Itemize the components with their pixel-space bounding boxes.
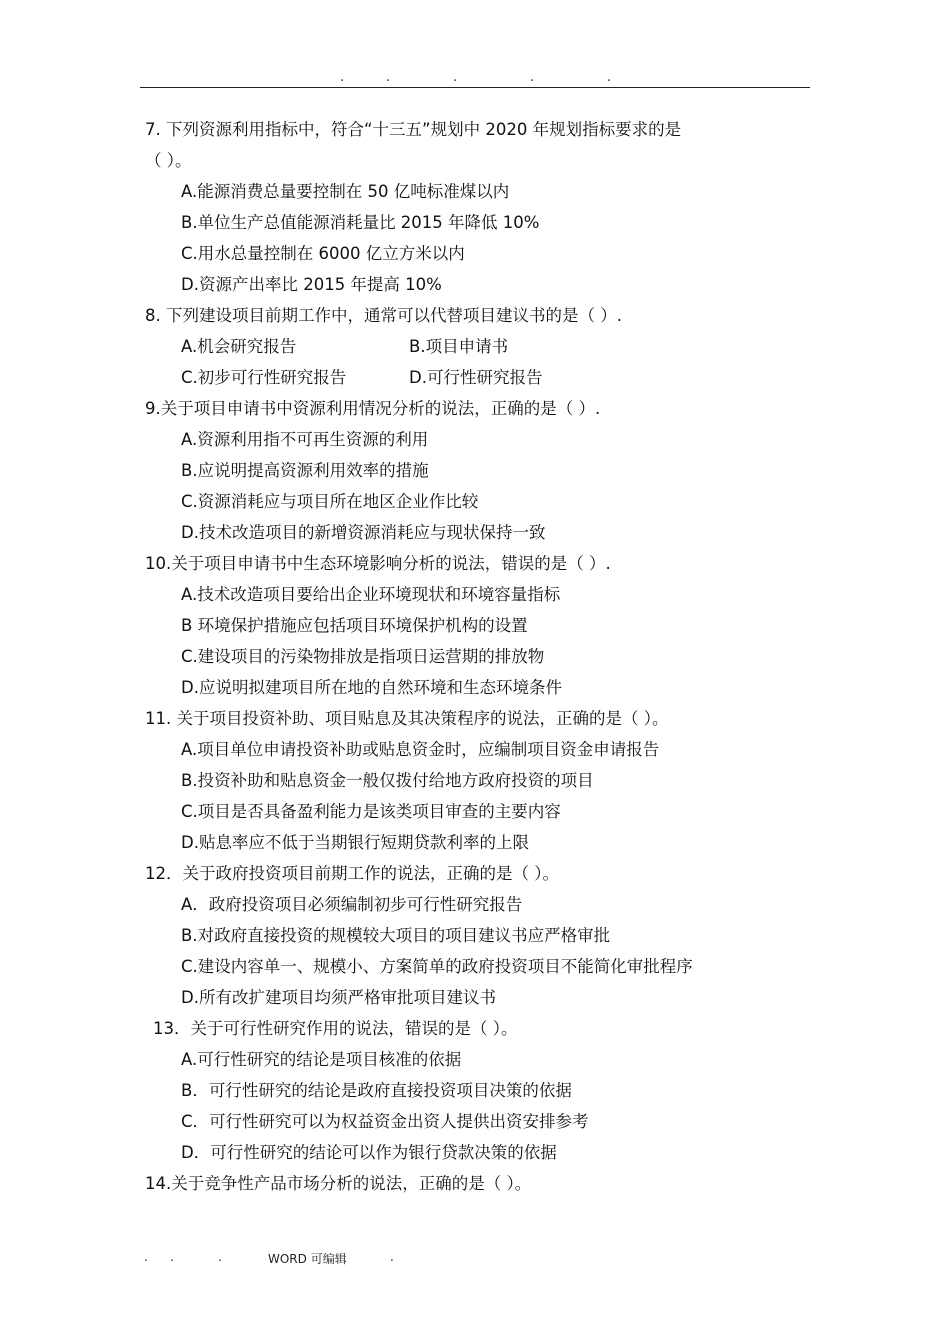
question-9-text: 9.关于项目申请书中资源利用情况分析的说法，正确的是（ ）. (145, 399, 601, 418)
question-7-text: 7. 下列资源利用指标中，符合“十三五”规划中 2020 年规划指标要求的是 (145, 120, 682, 139)
header-dot: . (607, 70, 612, 85)
question-14-text: 14.关于竞争性产品市场分析的说法，正确的是（ ）。 (145, 1174, 532, 1193)
question-10-option-c: C.建设项目的污染物排放是指项日运营期的排放物 (181, 647, 545, 666)
question-13-option-b: B．可行性研究的结论是政府直接投资项目决策的依据 (181, 1081, 572, 1100)
question-13-option-c: C．可行性研究可以为权益资金出资人提供出资安排参考 (181, 1112, 589, 1131)
question-13-text: 13．关于可行性研究作用的说法，错误的是（ ）。 (153, 1019, 518, 1038)
question-9-option-a: A.资源利用指不可再生资源的利用 (181, 430, 429, 449)
question-8-options-row-2 (145, 362, 805, 393)
question-7-option-b: B.单位生产总值能源消耗量比 2015 年降低 10% (181, 213, 540, 232)
question-10-option-a: A.技术改造项目要给出企业环境现状和环境容量指标 (181, 585, 561, 604)
question-11-option-a: A.项目单位申请投资补助或贴息资金时，应编制项目资金申请报告 (181, 740, 660, 759)
question-8-option-d: D.可行性研究报告 (409, 368, 543, 387)
question-10-option-b: B 环境保护措施应包括项目环境保护机构的设置 (181, 616, 528, 635)
question-11-option-c: C.项目是否具备盈利能力是该类项目审查的主要内容 (181, 802, 561, 821)
question-11-text: 11. 关于项目投资补助、项目贴息及其决策程序的说法，正确的是（ ）。 (145, 709, 669, 728)
question-7-option-c: C.用水总量控制在 6000 亿立方米以内 (181, 244, 465, 263)
question-10-text: 10.关于项目申请书中生态环境影响分析的说法，错误的是（ ）. (145, 554, 611, 573)
question-7-option-a: A.能源消费总量要控制在 50 亿吨标准煤以内 (181, 182, 510, 201)
page-footer (140, 1250, 540, 1270)
header-dot: . (453, 70, 458, 85)
question-8-options-row-1 (145, 331, 805, 362)
question-12-option-b: B.对政府直接投资的规模较大项目的项目建议书应严格审批 (181, 926, 611, 945)
question-9-option-b: B.应说明提高资源利用效率的措施 (181, 461, 429, 480)
question-12-option-a: A．政府投资项目必须编制初步可行性研究报告 (181, 895, 523, 914)
question-list (145, 114, 805, 1199)
header-rule (140, 87, 810, 88)
question-13-option-a: A.可行性研究的结论是项目核准的依据 (181, 1050, 462, 1069)
header-dot: . (386, 70, 391, 85)
question-8-option-a: A.机会研究报告 (181, 337, 297, 356)
question-12-option-d: D.所有改扩建项目均须严格审批项目建议书 (181, 988, 496, 1007)
question-8-text: 8. 下列建设项目前期工作中，通常可以代替项目建议书的是（ ）. (145, 306, 622, 325)
question-11-option-b: B.投资补助和贴息资金一般仅拨付给地方政府投资的项目 (181, 771, 594, 790)
question-11-option-d: D.贴息率应不低于当期银行短期贷款利率的上限 (181, 833, 529, 852)
header-dot: . (340, 70, 345, 85)
footer-dot: . (144, 1250, 148, 1264)
footer-dot: . (170, 1250, 174, 1264)
question-12-text: 12．关于政府投资项目前期工作的说法，正确的是（ ）。 (145, 864, 559, 883)
header-dot: . (530, 70, 535, 85)
footer-dot: . (390, 1250, 394, 1264)
question-10-option-d: D.应说明拟建项目所在地的自然环境和生态环境条件 (181, 678, 562, 697)
question-13-option-d: D．可行性研究的结论可以作为银行贷款决策的依据 (181, 1143, 557, 1162)
question-9-option-d: D.技术改造项目的新增资源消耗应与现状保持一致 (181, 523, 546, 542)
question-9-option-c: C.资源消耗应与项目所在地区企业作比较 (181, 492, 479, 511)
question-12-option-c: C.建设内容单一、规模小、方案简单的政府投资项目不能简化审批程序 (181, 957, 693, 976)
question-7-option-d: D.资源产出率比 2015 年提高 10% (181, 275, 442, 294)
question-8-option-c: C.初步可行性研究报告 (181, 368, 347, 387)
footer-label: WORD 可编辑 (268, 1252, 347, 1266)
question-8-option-b: B.项目申请书 (409, 337, 509, 356)
footer-dot: . (218, 1250, 222, 1264)
question-7-blank: （ ）。 (145, 151, 192, 170)
